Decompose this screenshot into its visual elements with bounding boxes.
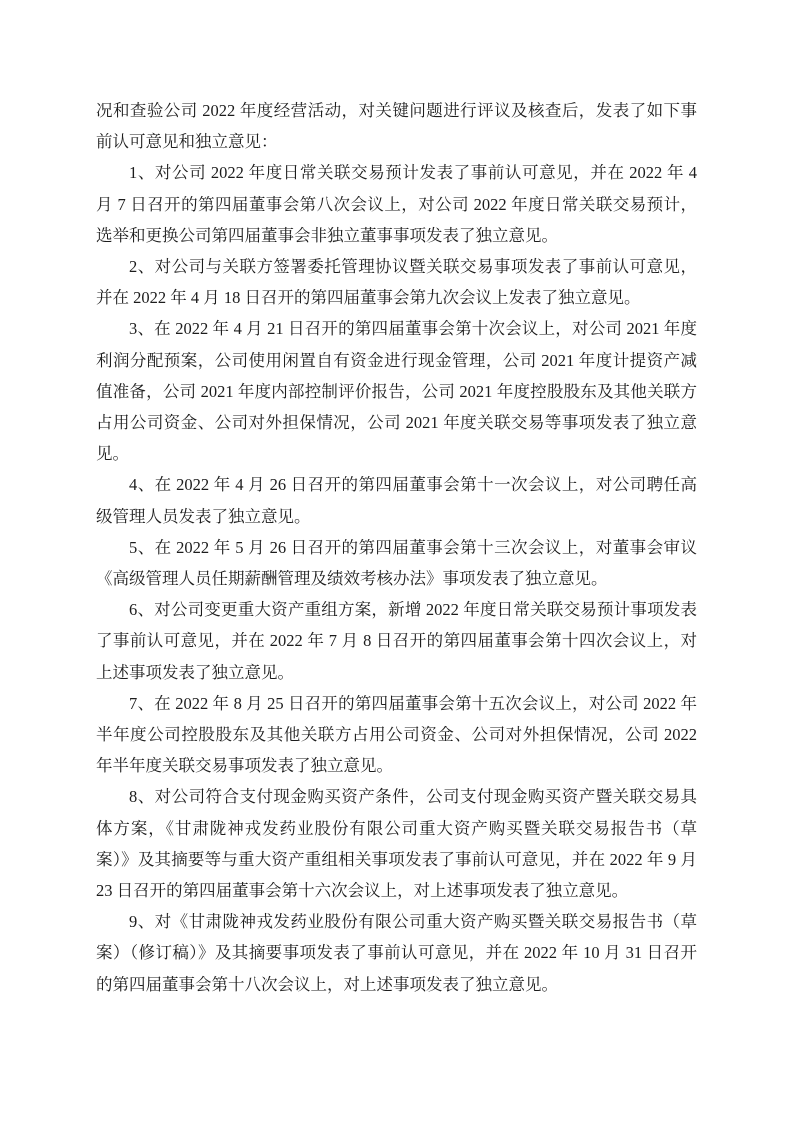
paragraph-item-9: 9、对《甘肃陇神戎发药业股份有限公司重大资产购买暨关联交易报告书（草案）（修订稿）》及其摘要事项发表了事前认可意见，并在 2022 年 10 月 31 日召开的第四届董事会第十八次会议上，对上述事项发表了独立意见。: [96, 912, 697, 994]
paragraph-item-2: 2、对公司与关联方签署委托管理协议暨关联交易事项发表了事前认可意见，并在 2022 年 4 月 18 日召开的第四届董事会第九次会议上发表了独立意见。: [96, 257, 697, 308]
paragraph-item-7: 7、在 2022 年 8 月 25 日召开的第四届董事会第十五次会议上，对公司 2022 年半年度公司控股股东及其他关联方占用公司资金、公司对外担保情况，公司 2022 年半年度关联交易事项发表了独立意见。: [96, 693, 697, 776]
document-text-block: [96, 95, 697, 1000]
paragraph-item-6: 6、对公司变更重大资产重组方案，新增 2022 年度日常关联交易预计事项发表了事前认可意见，并在 2022 年 7 月 8 日召开的第四届董事会第十四次会议上，对上述事项发表了独立意见。: [96, 600, 697, 682]
paragraph-continuation: 况和查验公司 2022 年度经营活动，对关键问题进行评议及核查后，发表了如下事前认可意见和独立意见：: [96, 101, 697, 152]
paragraph-item-3: 3、在 2022 年 4 月 21 日召开的第四届董事会第十次会议上，对公司 2021 年度利润分配预案，公司使用闲置自有资金进行现金管理，公司 2021 年度计提资产减值准备，公司 2021 年度内部控制评价报告，公司 2021 年度控股股东及其他关联方占用公司资金、公司对外担保情况，公司 2021 年度关联交易等事项发表了独立意见。: [96, 319, 697, 464]
paragraph-item-8: 8、对公司符合支付现金购买资产条件，公司支付现金购买资产暨关联交易具体方案，《甘肃陇神戎发药业股份有限公司重大资产购买暨关联交易报告书（草案）》及其摘要等与重大资产重组相关事项发表了事前认可意见，并在 2022 年 9 月 23 日召开的第四届董事会第十六次会议上，对上述事项发表了独立意见。: [96, 787, 697, 901]
paragraph-item-1: 1、对公司 2022 年度日常关联交易预计发表了事前认可意见，并在 2022 年 4 月 7 日召开的第四届董事会第八次会议上，对公司 2022 年度日常关联交易预计，选举和更换公司第四届董事会非独立董事事项发表了独立意见。: [96, 163, 697, 245]
paragraph-item-5: 5、在 2022 年 5 月 26 日召开的第四届董事会第十三次会议上，对董事会审议《高级管理人员任期薪酬管理及绩效考核办法》事项发表了独立意见。: [96, 537, 697, 589]
paragraph-item-4: 4、在 2022 年 4 月 26 日召开的第四届董事会第十一次会议上，对公司聘任高级管理人员发表了独立意见。: [96, 475, 697, 526]
